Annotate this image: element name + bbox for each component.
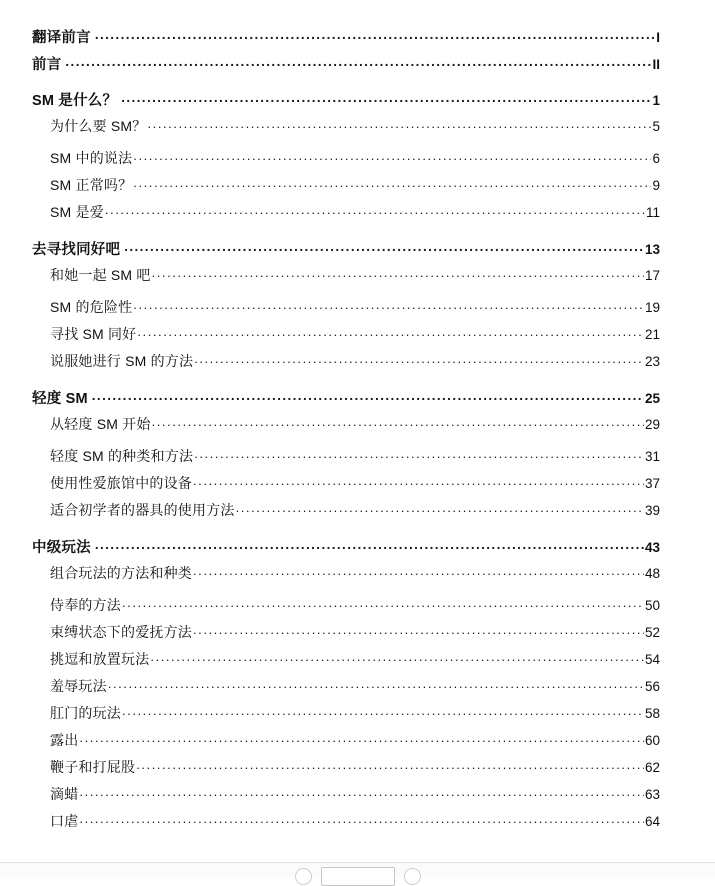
toc-dot-leader — [124, 240, 644, 255]
toc-entry-page-number: 52 — [644, 625, 660, 640]
toc-dot-leader — [193, 623, 644, 637]
toc-entry-title: 说服她进行 SM 的方法 — [50, 353, 194, 369]
toc-dot-leader — [79, 812, 644, 826]
toc-entry-title: 羞辱玩法 — [50, 678, 107, 694]
toc-entry[interactable] — [0, 757, 715, 784]
toc-entry-title: 鞭子和打屁股 — [50, 759, 136, 775]
toc-entry-title: 口虐 — [50, 813, 79, 829]
toc-dot-leader — [148, 117, 652, 131]
toc-dot-leader — [236, 501, 644, 515]
toc-entry-title: 去寻找同好吧 — [32, 242, 121, 258]
toc-entry[interactable] — [0, 89, 715, 116]
toc-entry-page-number: 58 — [644, 706, 660, 721]
toc-dot-leader — [193, 564, 644, 578]
toc-entry-title: 束缚状态下的爱抚方法 — [50, 624, 192, 640]
toc-entry-page-number: 1 — [652, 93, 660, 108]
toc-entry[interactable] — [0, 563, 715, 590]
toc-entry-page-number: 43 — [644, 540, 660, 555]
toc-entry[interactable] — [0, 116, 715, 143]
toc-dot-leader — [193, 474, 644, 488]
toc-entry-title: 滴蜡 — [50, 786, 79, 802]
toc-entry[interactable] — [0, 784, 715, 811]
toc-dot-leader — [133, 176, 651, 190]
toc-entry-page-number: 31 — [644, 449, 660, 464]
toc-dot-leader — [137, 325, 644, 339]
toc-entry-page-number: 39 — [644, 503, 660, 518]
toc-entry[interactable] — [0, 595, 715, 622]
toc-entry[interactable] — [0, 473, 715, 500]
toc-dot-leader — [92, 389, 644, 404]
toc-entry-page-number: 29 — [644, 417, 660, 432]
toc-entry[interactable] — [0, 446, 715, 473]
toc-entry-title: 侍奉的方法 — [50, 597, 121, 613]
toc-dot-leader — [152, 266, 644, 280]
toc-entry[interactable] — [0, 622, 715, 649]
toc-dot-leader — [122, 704, 644, 718]
toc-entry[interactable] — [0, 202, 715, 229]
toc-entry-page-number: 63 — [644, 787, 660, 802]
toc-entry-title: SM 的危险性 — [50, 299, 133, 315]
toc-entry-title: 轻度 SM 的种类和方法 — [50, 448, 194, 464]
toc-dot-leader — [65, 55, 651, 70]
toc-entry-page-number: 13 — [644, 242, 660, 257]
toc-entry-page-number: 21 — [644, 327, 660, 342]
toc-dot-leader — [133, 149, 651, 163]
toc-entry-title: 适合初学者的器具的使用方法 — [50, 502, 235, 518]
toc-entry-page-number: I — [656, 30, 660, 45]
viewer-toolbar — [0, 862, 715, 877]
toc-entry-page-number: II — [652, 57, 660, 72]
toc-entry-page-number: 50 — [644, 598, 660, 613]
toc-entry-page-number: 6 — [652, 151, 660, 166]
toc-entry-title: 露出 — [50, 732, 79, 748]
toc-dot-leader — [150, 650, 644, 664]
toc-entry[interactable] — [0, 175, 715, 202]
toc-entry-title: 从轻度 SM 开始 — [50, 416, 151, 432]
toc-entry[interactable] — [0, 414, 715, 441]
toc-entry[interactable] — [0, 387, 715, 414]
toc-entry-page-number: 9 — [652, 178, 660, 193]
toc-dot-leader — [79, 785, 644, 799]
toc-entry-page-number: 60 — [644, 733, 660, 748]
toc-dot-leader — [136, 758, 644, 772]
toc-entry-title: 和她一起 SM 吧 — [50, 267, 151, 283]
toc-entry-title: 肛门的玩法 — [50, 705, 121, 721]
toc-entry-title: 挑逗和放置玩法 — [50, 651, 150, 667]
toc-entry-title: 轻度 SM — [32, 391, 88, 407]
toc-entry-page-number: 64 — [644, 814, 660, 829]
toc-entry-title: SM 正常吗？ — [50, 177, 133, 193]
toc-entry-page-number: 37 — [644, 476, 660, 491]
toc-entry[interactable] — [0, 26, 715, 53]
toc-dot-leader — [95, 28, 655, 43]
toc-entry-title: 前言 — [32, 57, 62, 73]
page-navigation — [0, 863, 715, 878]
toc-entry-title: 为什么要 SM？ — [50, 118, 147, 134]
toc-entry-title: 翻译前言 — [32, 30, 91, 46]
toc-dot-leader — [122, 596, 644, 610]
toc-dot-leader — [194, 352, 644, 366]
toc-entry-page-number: 56 — [644, 679, 660, 694]
toc-entry[interactable] — [0, 351, 715, 378]
toc-entry[interactable] — [0, 649, 715, 676]
toc-dot-leader — [133, 298, 644, 312]
toc-dot-leader — [79, 731, 644, 745]
toc-entry[interactable] — [0, 148, 715, 175]
toc-dot-leader — [105, 203, 645, 217]
toc-entry-page-number: 19 — [644, 300, 660, 315]
toc-entry-page-number: 17 — [644, 268, 660, 283]
toc-entry[interactable] — [0, 703, 715, 730]
toc-entry[interactable] — [0, 265, 715, 292]
table-of-contents — [0, 26, 715, 838]
toc-entry-title: 使用性爱旅馆中的设备 — [50, 475, 192, 491]
toc-entry[interactable] — [0, 676, 715, 703]
toc-entry[interactable] — [0, 500, 715, 527]
toc-entry-page-number: 62 — [644, 760, 660, 775]
toc-entry[interactable] — [0, 297, 715, 324]
toc-dot-leader — [194, 447, 644, 461]
toc-entry[interactable] — [0, 536, 715, 563]
toc-dot-leader — [95, 538, 644, 553]
toc-entry-title: 组合玩法的方法和种类 — [50, 565, 192, 581]
toc-entry[interactable] — [0, 811, 715, 838]
toc-entry[interactable] — [0, 730, 715, 757]
toc-entry-title: SM 是什么？ — [32, 93, 118, 109]
toc-entry-title: 中级玩法 — [32, 540, 91, 556]
toc-entry-page-number: 48 — [644, 566, 660, 581]
toc-entry-title: SM 中的说法 — [50, 150, 133, 166]
toc-entry-page-number: 23 — [644, 354, 660, 369]
toc-entry-page-number: 25 — [644, 391, 660, 406]
toc-entry-page-number: 11 — [645, 205, 660, 220]
toc-entry[interactable] — [0, 324, 715, 351]
toc-dot-leader — [121, 91, 651, 106]
toc-entry-page-number: 5 — [652, 119, 660, 134]
toc-entry-page-number: 54 — [644, 652, 660, 667]
toc-dot-leader — [108, 677, 644, 691]
toc-entry-title: 寻找 SM 同好 — [50, 326, 137, 342]
toc-entry[interactable] — [0, 238, 715, 265]
toc-entry-title: SM 是爱 — [50, 204, 104, 220]
toc-entry[interactable] — [0, 53, 715, 80]
toc-dot-leader — [152, 415, 644, 429]
